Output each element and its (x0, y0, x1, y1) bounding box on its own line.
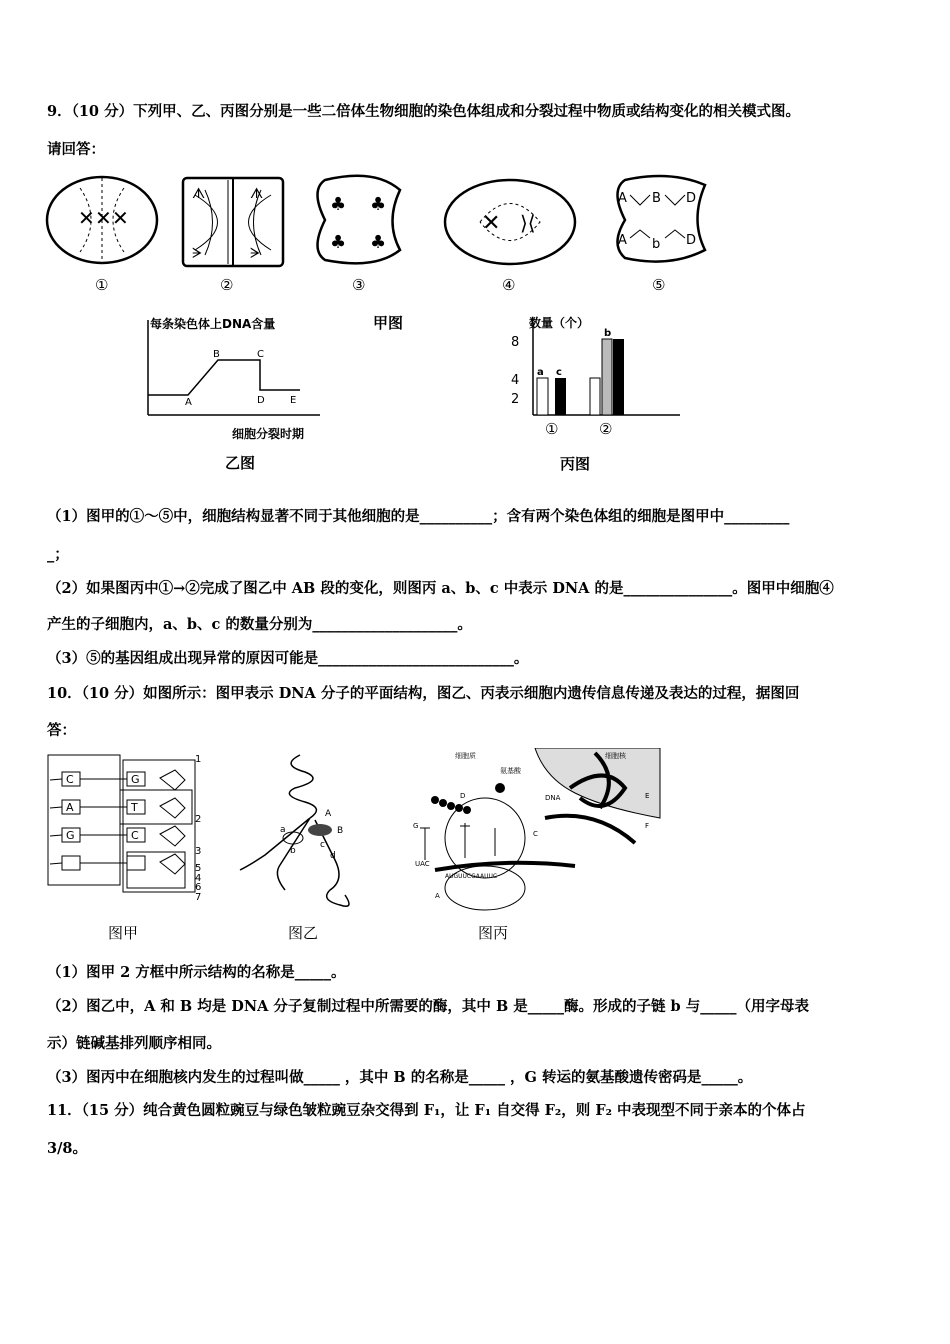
cell-5-diagram (618, 176, 706, 262)
svg-text:✕: ✕ (482, 211, 501, 236)
bing2-text-D: D (460, 792, 466, 800)
dna-num-4: 4 (195, 873, 202, 884)
yi-point-c: C (257, 349, 264, 360)
bing2-text-uac: UAC (415, 860, 430, 868)
q10-stem-line1: 10．（10 分）如图所示：图甲表示 DNA 分子的平面结构，图乙、丙表示细胞内遗传信息传递及表达的过程，据图回 (47, 685, 800, 702)
bing2-text-F: F (645, 822, 650, 830)
q10-sub3: （3）图丙中在细胞核内发生的过程叫做_____ ，其中 B 的名称是_____ ，G 转运的氨基酸遗传密码是_____。 (47, 1069, 753, 1086)
cell-5-gene-1: A (618, 191, 627, 206)
svg-text:✕: ✕ (95, 206, 112, 230)
bing2-text-dna: DNA (545, 794, 561, 802)
dna-base-right-3: C (131, 829, 139, 842)
q9-figure-yi (140, 310, 350, 475)
bing-ylabel: 数量（个） (529, 316, 590, 330)
bing-group-1: ① (545, 420, 559, 438)
svg-text:ᗑ: ᗑ (192, 186, 206, 202)
q9-stem-line1: 9．（10 分）下列甲、乙、丙图分别是一些二倍体生物细胞的染色体组成和分裂过程中物质或结构变化的相关模式图。 (47, 103, 801, 120)
svg-text:♣: ♣ (330, 194, 347, 215)
bing2-text-G: G (413, 822, 419, 830)
cell-5-gene-2: B (652, 191, 661, 206)
cell-label-3: ③ (352, 276, 366, 294)
dna-base-left-3: G (66, 829, 75, 842)
yi-ylabel: 每条染色体上DNA含量 (150, 317, 276, 331)
q10-figure-bing (405, 748, 665, 945)
bing-tick-2: 2 (511, 392, 520, 407)
bing-bar-1c (555, 378, 566, 415)
yi-point-b: B (213, 349, 220, 360)
bing-tick-8: 8 (511, 335, 520, 350)
dna-num-7: 7 (195, 892, 202, 903)
dna-base-left-1: C (66, 773, 74, 786)
bing-bar-2b (613, 339, 624, 415)
q9-figure-bing (505, 312, 685, 477)
jia-label-box (360, 310, 420, 335)
q9-sub1-line1: （1）图甲的①～⑤中，细胞结构显著不同于其他细胞的是__________；含有两个染色体组的细胞是图甲中_________ (47, 508, 790, 525)
q9-sub3: （3）⑤的基因组成出现异常的原因可能是___________________________。 (47, 650, 529, 667)
svg-text:ᗒ: ᗒ (192, 246, 203, 262)
svg-text:♣: ♣ (330, 232, 347, 253)
dna-num-5: 5 (195, 863, 202, 874)
cell-1-diagram (47, 177, 157, 263)
q10-jia-label: 图甲 (107, 924, 139, 942)
svg-text:ᗑ: ᗑ (250, 186, 264, 202)
yi2-letter-c: c (320, 840, 325, 850)
bing2-text-E: E (645, 792, 650, 800)
q10-bing-label: 图丙 (477, 924, 509, 942)
cell-4-diagram (445, 180, 575, 264)
bing2-text-cytoplasm: 细胞质 (455, 752, 476, 760)
cell-3-diagram (318, 176, 401, 264)
svg-text:✕: ✕ (78, 206, 95, 230)
cell-5-gene-3: D (686, 191, 697, 206)
q10-sub2-line1: （2）图乙中，A 和 B 均是 DNA 分子复制过程中所需要的酶，其中 B 是_____酶。形成的子链 b 与_____（用字母表 (47, 998, 809, 1015)
yi2-letter-b: b (290, 846, 296, 856)
dna-base-right-2: T (131, 801, 138, 814)
q10-figure-jia (45, 750, 205, 945)
q11-stem-line2: 3/8。 (47, 1140, 87, 1157)
bing2-text-nucleus: 细胞核 (605, 752, 626, 760)
dna-num-1: 1 (195, 754, 202, 765)
cell-5-gene-6: D (686, 233, 697, 248)
cell-label-4: ④ (502, 276, 516, 294)
q9-sub1-line2: _； (47, 546, 69, 563)
q10-stem-line2: 答： (47, 722, 76, 739)
dna-base-right-1: G (131, 773, 140, 786)
cell-2-diagram (183, 178, 283, 266)
yi2-letter-B: B (337, 826, 344, 836)
cell-5-gene-5: b (652, 237, 661, 252)
q9-stem-line2: 请回答： (47, 141, 105, 158)
svg-text:⟩⟨: ⟩⟨ (520, 211, 536, 235)
dna-num-3: 3 (195, 846, 202, 857)
jia-figure-label: 甲图 (372, 314, 404, 332)
bing-tick-4: 4 (511, 373, 520, 388)
dna-base-left-2: A (66, 801, 74, 814)
q10-sub1: （1）图甲 2 方框中所示结构的名称是_____。 (47, 964, 346, 981)
q10-yi-label: 图乙 (287, 924, 319, 942)
q11-stem-line1: 11．（15 分）纯合黄色圆粒豌豆与绿色皱粒豌豆杂交得到 F₁，让 F₁ 自交得 F₂，则 F₂ 中表现型不同于亲本的个体占 (47, 1102, 806, 1119)
bing-bar-1a (537, 378, 548, 415)
bing-letter-a: a (537, 367, 544, 378)
cell-5-gene-4: A (618, 233, 627, 248)
dna-num-2: 2 (195, 814, 202, 825)
bing-letter-c: c (556, 367, 562, 378)
yi-point-d: D (257, 395, 265, 406)
bing-bar-2c (602, 339, 612, 415)
cell-label-2: ② (220, 276, 234, 294)
svg-text:♣: ♣ (370, 194, 387, 215)
svg-text:✕: ✕ (112, 206, 129, 230)
q9-sub2-line1: （2）如果图丙中①→②完成了图乙中 AB 段的变化，则图丙 a、b、c 中表示 DNA 的是_______________。图甲中细胞④ (47, 580, 834, 597)
bing-group-2: ② (599, 420, 613, 438)
yi2-letter-d: d (330, 851, 336, 861)
bing-figure-label: 丙图 (559, 455, 591, 473)
q10-sub2-line2: 示）链碱基排列顺序相同。 (47, 1035, 221, 1052)
bing-bar-2a (590, 378, 600, 415)
yi-point-e: E (290, 395, 297, 406)
cell-label-5: ⑤ (652, 276, 666, 294)
svg-text:ᗒ: ᗒ (250, 246, 261, 262)
bing2-text-aminoacid: 氨基酸 (500, 767, 521, 775)
bing-letter-b: b (604, 328, 612, 339)
q9-sub2-line2: 产生的子细胞内，a、b、c 的数量分别为____________________。 (47, 616, 472, 633)
cell-label-1: ① (95, 276, 109, 294)
yi-xlabel: 细胞分裂时期 (232, 427, 305, 441)
svg-text:♣: ♣ (370, 232, 387, 253)
dna-num-6: 6 (195, 882, 202, 893)
yi2-letter-A: A (325, 809, 332, 819)
bing2-text-A: A (435, 892, 440, 900)
yi2-letter-a: a (280, 825, 286, 835)
bing2-text-C: C (533, 830, 538, 838)
q10-figure-yi (225, 750, 385, 945)
yi-figure-label: 乙图 (224, 454, 256, 472)
q9-figure-jia (40, 170, 720, 300)
bing2-text-mrna: AUGUUCGAAUUC (445, 873, 498, 880)
yi-point-a: A (185, 397, 192, 408)
